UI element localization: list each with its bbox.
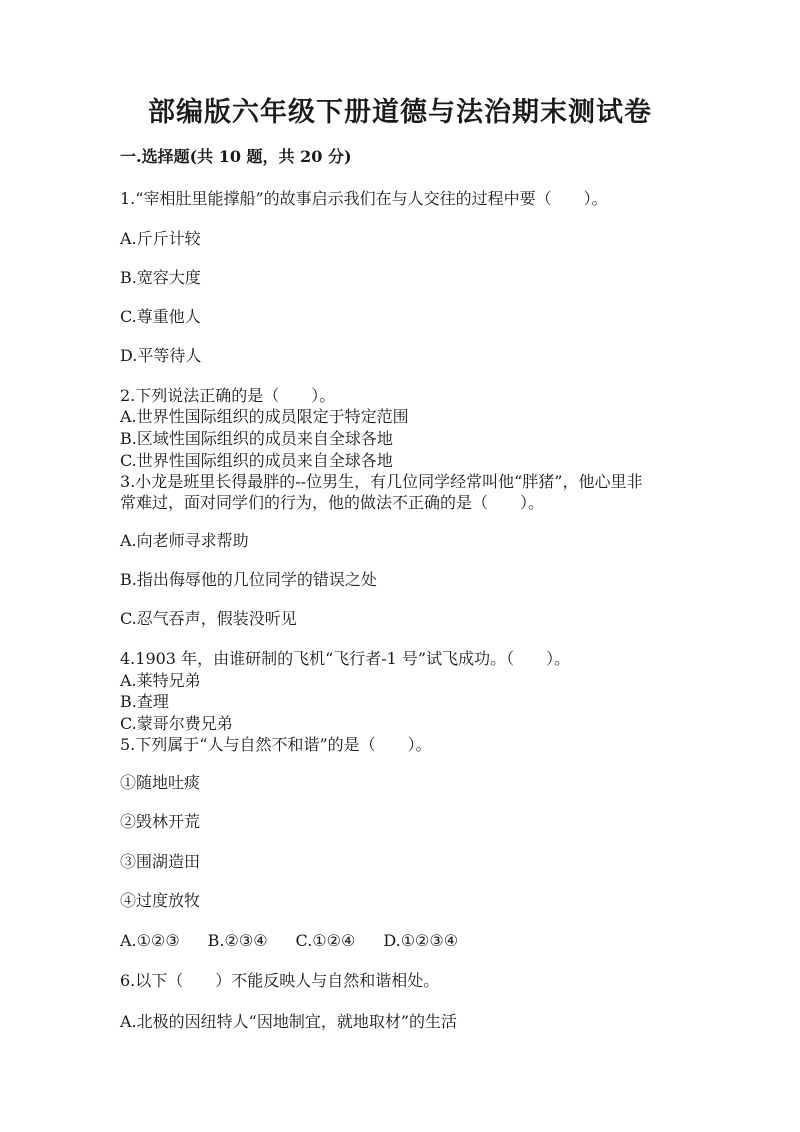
question-5-options (120, 930, 486, 952)
question-5-item-3: ③围湖造田 (120, 852, 201, 871)
question-1-option-b: B.宽容大度 (120, 268, 201, 287)
question-2-option-c: C.世界性国际组织的成员来自全球各地 (120, 451, 393, 470)
question-3-stem-line-1: 3.小龙是班里长得最胖的--位男生，有几位同学经常叫他“胖猪”，他心里非 (120, 472, 643, 491)
question-3-option-a: A.向老师寻求帮助 (120, 531, 249, 550)
question-5-item-4: ④过度放牧 (120, 891, 201, 910)
question-1-option-a: A.斤斤计较 (120, 229, 201, 248)
question-5-option-a: A.①②③ (120, 931, 180, 950)
question-1-stem: 1.“宰相肚里能撑船”的故事启示我们在与人交往的过程中要（ ）。 (120, 189, 608, 208)
page-title: 部编版六年级下册道德与法治期末测试卷 (148, 97, 652, 128)
question-5-option-b: B.②③④ (207, 931, 268, 950)
question-1-option-d: D.平等待人 (120, 346, 202, 365)
question-3-option-c: C.忍气吞声，假装没听见 (120, 609, 297, 628)
question-4-option-a: A.莱特兄弟 (120, 671, 201, 690)
question-4-option-c: C.蒙哥尔费兄弟 (120, 714, 233, 733)
question-2-option-b: B.区域性国际组织的成员来自全球各地 (120, 429, 393, 448)
section-heading: 一.选择题(共 10 题，共 20 分) (120, 147, 352, 166)
question-5-option-d: D.①②③④ (383, 931, 459, 950)
question-2-option-a: A.世界性国际组织的成员限定于特定范围 (120, 407, 409, 426)
question-4-stem: 4.1903 年，由谁研制的飞机“飞行者-1 号”试飞成功。（ ）。 (120, 649, 571, 668)
question-3-stem-line-2: 常难过，面对同学们的行为，他的做法不正确的是（ ）。 (120, 493, 545, 512)
question-1-option-c: C.尊重他人 (120, 307, 201, 326)
question-4-option-b: B.查理 (120, 692, 169, 711)
question-5-stem: 5.下列属于“人与自然不和谐”的是（ ）。 (120, 735, 432, 754)
question-3-option-b: B.指出侮辱他的几位同学的错误之处 (120, 570, 377, 589)
question-5-item-1: ①随地吐痰 (120, 773, 201, 792)
question-5-option-c: C.①②④ (295, 931, 356, 950)
question-5-item-2: ②毁林开荒 (120, 812, 201, 831)
question-6-stem: 6.以下（ ）不能反映人与自然和谐相处。 (120, 971, 440, 990)
question-2-stem: 2.下列说法正确的是（ ）。 (120, 386, 336, 405)
question-6-option-a: A.北极的因纽特人“因地制宜，就地取材”的生活 (120, 1012, 458, 1031)
